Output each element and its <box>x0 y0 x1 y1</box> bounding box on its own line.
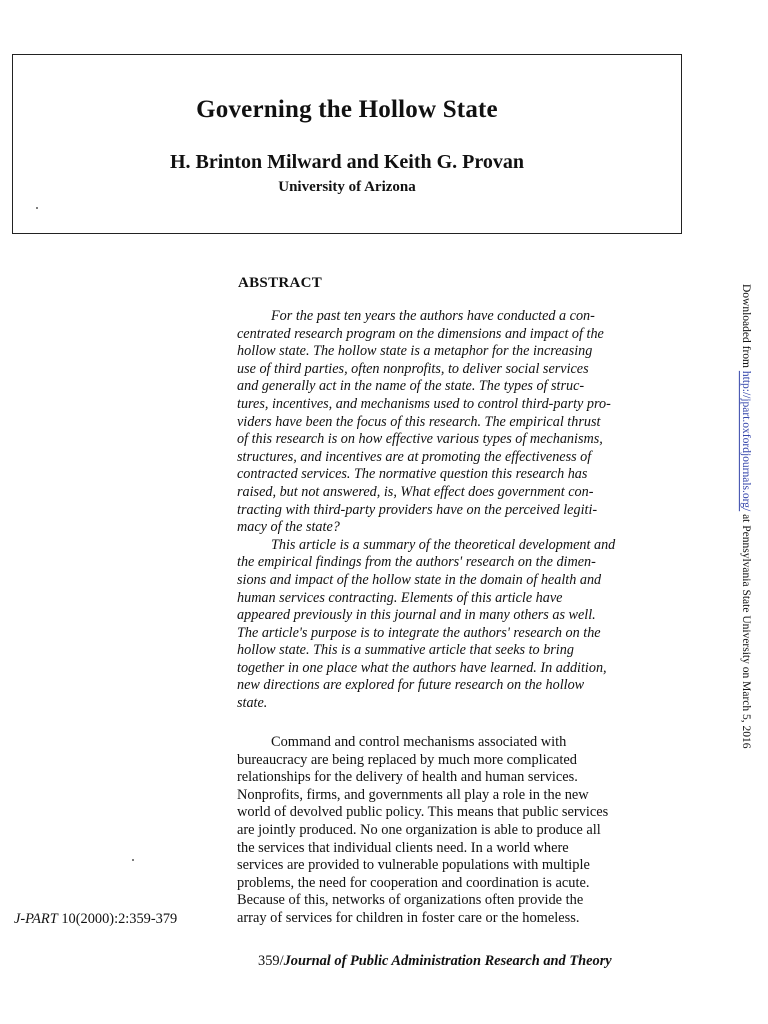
download-notice-prefix: Downloaded from <box>740 284 752 371</box>
abstract-line: sions and impact of the hollow state in the domain of health and <box>237 571 602 588</box>
abstract-line: new directions are explored for future research on the hollow <box>237 677 585 694</box>
abstract-line: tracting with third-party providers have on the perceived legiti- <box>237 501 598 518</box>
page-number: 359/ <box>258 953 284 969</box>
volume-info: 10(2000):2:359-379 <box>61 911 178 927</box>
body-line: Nonprofits, firms, and governments all play a role in the new <box>237 786 589 803</box>
abstract-line: use of third parties, often nonprofits, to deliver social services <box>237 360 589 377</box>
body-line: problems, the need for cooperation and coordination is acute. <box>237 874 590 891</box>
scan-speck <box>132 859 134 861</box>
abstract-line: hollow state. This is a summative article that seeks to bring <box>237 642 574 659</box>
abstract-line: appeared previously in this journal and in many others as well. <box>237 607 596 624</box>
abstract-line: human services contracting. Elements of this article have <box>237 589 563 606</box>
abstract-line: together in one place what the authors have learned. In addition, <box>237 659 607 676</box>
abstract-line: structures, and incentives are at promoting the effectiveness of <box>237 448 592 465</box>
body-line: Because of this, networks of organizations often provide the <box>237 892 584 909</box>
body-line: world of devolved public policy. This means that public services <box>237 804 609 821</box>
journal-abbreviation: J-PART <box>14 911 58 927</box>
abstract-line: of this research is on how effective various types of mechanisms, <box>237 431 603 448</box>
body-line: array of services for children in foster care or the homeless. <box>237 909 580 926</box>
body-line: relationships for the delivery of health and human services. <box>237 769 578 786</box>
body-paragraph <box>237 734 682 928</box>
journal-citation <box>14 911 177 928</box>
title-box <box>12 54 682 234</box>
body-line: the services that individual clients need. In a world where <box>237 839 569 856</box>
abstract-line: tures, incentives, and mechanisms used to control third-party pro- <box>237 395 611 412</box>
download-notice-suffix: at Pennsylvania State University on March 5, 2016 <box>740 511 752 749</box>
abstract-line: This article is a summary of the theoretical development and <box>271 536 616 553</box>
body-line: are jointly produced. No one organization is able to produce all <box>237 821 601 838</box>
abstract-heading: ABSTRACT <box>238 275 323 291</box>
abstract-line: state. <box>237 695 268 712</box>
abstract-line: For the past ten years the authors have conducted a con- <box>271 308 595 324</box>
page-footer <box>258 953 612 970</box>
body-line: bureaucracy are being replaced by much more complicated <box>237 751 578 768</box>
body-line: Command and control mechanisms associated with <box>271 734 567 750</box>
abstract-line: the empirical findings from the authors' research on the dimen- <box>237 554 596 571</box>
abstract-text <box>237 308 682 713</box>
download-notice <box>740 284 752 749</box>
abstract-line: and generally act in the name of the state. The types of struc- <box>237 378 585 395</box>
journal-name: Journal of Public Administration Research and Theory <box>283 953 612 969</box>
abstract-line: macy of the state? <box>237 519 340 536</box>
body-line: services are provided to vulnerable populations with multiple <box>237 857 590 874</box>
author-affiliation: University of Arizona <box>278 179 416 195</box>
paper-title: Governing the Hollow State <box>196 96 498 123</box>
paper-authors: H. Brinton Milward and Keith G. Provan <box>169 151 525 173</box>
abstract-line: centrated research program on the dimensions and impact of the <box>237 325 604 342</box>
abstract-line: raised, but not answered, is, What effect does government con- <box>237 483 594 500</box>
abstract-line: hollow state. The hollow state is a metaphor for the increasing <box>237 343 593 360</box>
abstract-line: contracted services. The normative question this research has <box>237 466 588 483</box>
abstract-line: The article's purpose is to integrate the authors' research on the <box>237 624 601 641</box>
abstract-line: viders have been the focus of this research. The empirical thrust <box>237 413 601 430</box>
download-url-link[interactable]: http://jpart.oxfordjournals.org/ <box>740 370 752 512</box>
scan-speck <box>36 207 38 209</box>
